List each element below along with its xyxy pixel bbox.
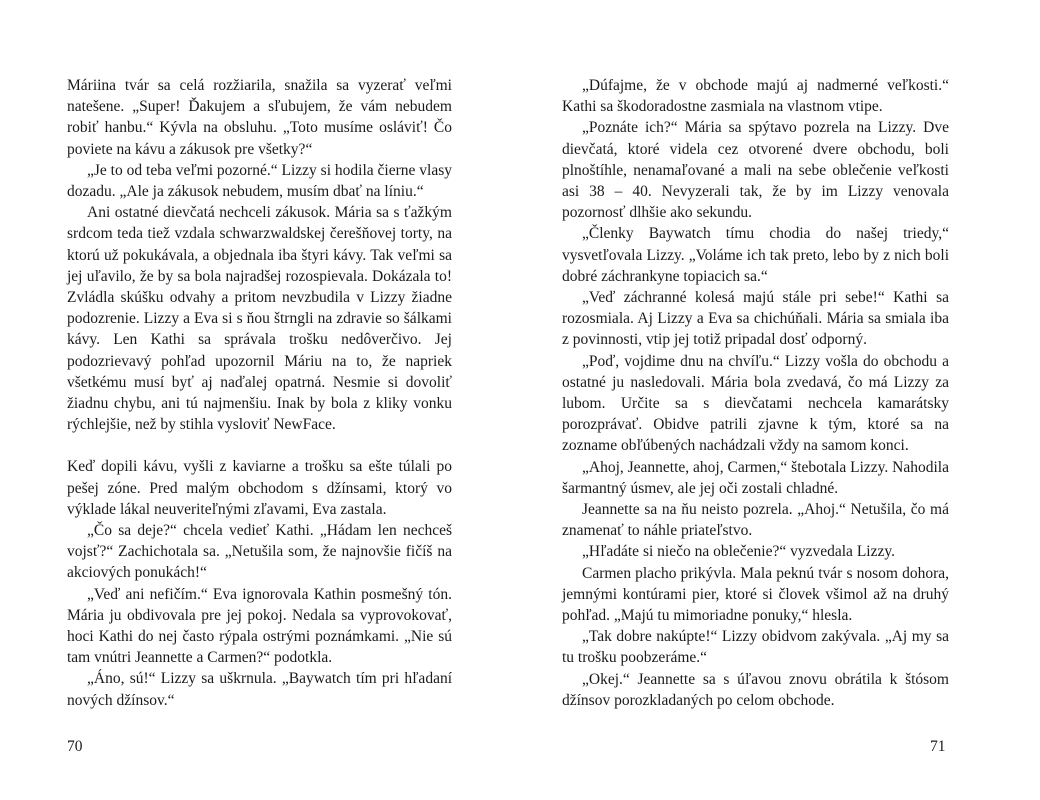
paragraph: „Dúfajme, že v obchode majú aj nadmerné veľkosti.“ Kathi sa škodoradostne zasmiala na vlastnom vtipe. xyxy=(562,77,949,116)
paragraph: Ani ostatné dievčatá nechceli zákusok. Mária sa s ťažkým srdcom teda tiež vzdala schwarzwaldskej čerešňovej torty, na ktorú už pokukávala, a objednala iba štyri kávy. Tak veľmi sa jej uľavilo, že by sa bola najradšej rozospievala. Dokázala to! Zvládla skúšku odvahy a pritom nevzbudila v Lizzy žiadne podozrenie. Lizzy a Eva si s ňou štrngli na zdravie so šálkami kávy. Len Kathi sa správala trošku nedôverčivo. Jej podozrievavý pohľad upozornil Máriu na to, že napriek všetkému musí byť aj naďalej opatrná. Nesmie si dovoliť žiadnu chybu, ani tú najmenšiu. Inak by bola z kliky vonku rýchlejšie, než by stihla vysloviť NewFace. xyxy=(67,204,452,434)
paragraph: „Hľadáte si niečo na oblečenie?“ vyzvedala Lizzy. xyxy=(582,543,895,561)
paragraph: Keď dopili kávu, vyšli z kaviarne a trošku sa ešte túlali po pešej zóne. Pred malým obchodom s džínsami, ktorý vo výklade lákal neuveriteľnými zľavami, Eva zastala. xyxy=(67,458,452,518)
right-page xyxy=(520,0,1040,800)
page-number: 71 xyxy=(930,738,946,755)
paragraph: Jeannette sa na ňu neisto pozrela. „Ahoj.“ Netušila, čo má znamenať to náhle priateľstvo. xyxy=(562,501,949,540)
page-number: 70 xyxy=(67,738,83,755)
paragraph: „Veď ani nefičím.“ Eva ignorovala Kathin posmešný tón. Mária ju obdivovala pre jej pokoj. Nedala sa vyprovokovať, hoci Kathi do nej často rýpala ostrými poznámkami. „Nie sú tam vnútri Jeannette a Carmen?“ podotkla. xyxy=(67,585,452,667)
paragraph: „Je to od teba veľmi pozorné.“ Lizzy si hodila čierne vlasy dozadu. „Ale ja zákusok nebudem, musím dbať na líniu.“ xyxy=(67,161,452,201)
paragraph: „Áno, sú!“ Lizzy sa uškrnula. „Baywatch tím pri hľadaní nových džínsov.“ xyxy=(67,670,452,709)
paragraph: Carmen placho prikývla. Mala peknú tvár s nosom dohora, jemnými kontúrami pier, ktoré si človek všimol až na druhý pohľad. „Majú tu mimoriadne ponuky,“ hlesla. xyxy=(562,564,949,625)
paragraph: „Čo sa deje?“ chcela vedieť Kathi. „Hádam len nechceš vojsť?“ Zachichotala sa. „Netušila som, že najnovšie fičíš na akciových ponukách!“ xyxy=(67,522,452,582)
paragraph: „Členky Baywatch tímu chodia do našej triedy,“ vysvetľovala Lizzy. „Voláme ich tak preto, lebo by z nich boli dobré záchrankyne topiacich sa.“ xyxy=(562,225,949,285)
left-page-text xyxy=(67,75,452,711)
paragraph: Máriina tvár sa celá rozžiarila, snažila sa vyzerať veľmi natešene. „Super! Ďakujem a sľubujem, že vám nebudem robiť hanbu.“ Kývla na obsluhu. „Toto musíme osláviť! Čo poviete na kávu a zákusok pre všetky?“ xyxy=(67,77,452,158)
paragraph: „Poď, vojdime dnu na chvíľu.“ Lizzy vošla do obchodu a ostatné ju nasledovali. Mária bola zvedavá, čo má Lizzy za lubom. Určite sa s dievčatami nechcela kamarátsky porozprávať. Obidve patrili zjavne k tým, ktoré sa na zozname obľúbených nachádzali vždy na samom konci. xyxy=(562,352,949,455)
right-page-text xyxy=(562,75,949,711)
paragraph: „Ahoj, Jeannette, ahoj, Carmen,“ štebotala Lizzy. Nahodila šarmantný úsmev, ale jej oči zostali chladné. xyxy=(562,458,949,497)
paragraph: „Okej.“ Jeannette sa s úľavou znovu obrátila k štósom džínsov porozkladaných po celom obchode. xyxy=(562,670,949,709)
paragraph: „Tak dobre nakúpte!“ Lizzy obidvom zakývala. „Aj my sa tu trošku poobzeráme.“ xyxy=(562,628,949,667)
paragraph: „Veď záchranné kolesá majú stále pri sebe!“ Kathi sa rozosmiala. Aj Lizzy a Eva sa chichúňali. Mária sa smiala iba z povinnosti, vtip jej totiž pripadal dosť odporný. xyxy=(562,289,949,349)
paragraph: „Poznáte ich?“ Mária sa spýtavo pozrela na Lizzy. Dve dievčatá, ktoré videla cez otvorené dvere obchodu, boli plnoštíhle, nenamaľované a mali na sebe oblečenie veľkosti asi 38 – 40. Nevyzerali tak, že by im Lizzy venovala pozornosť dlhšie ako sekundu. xyxy=(562,119,949,222)
